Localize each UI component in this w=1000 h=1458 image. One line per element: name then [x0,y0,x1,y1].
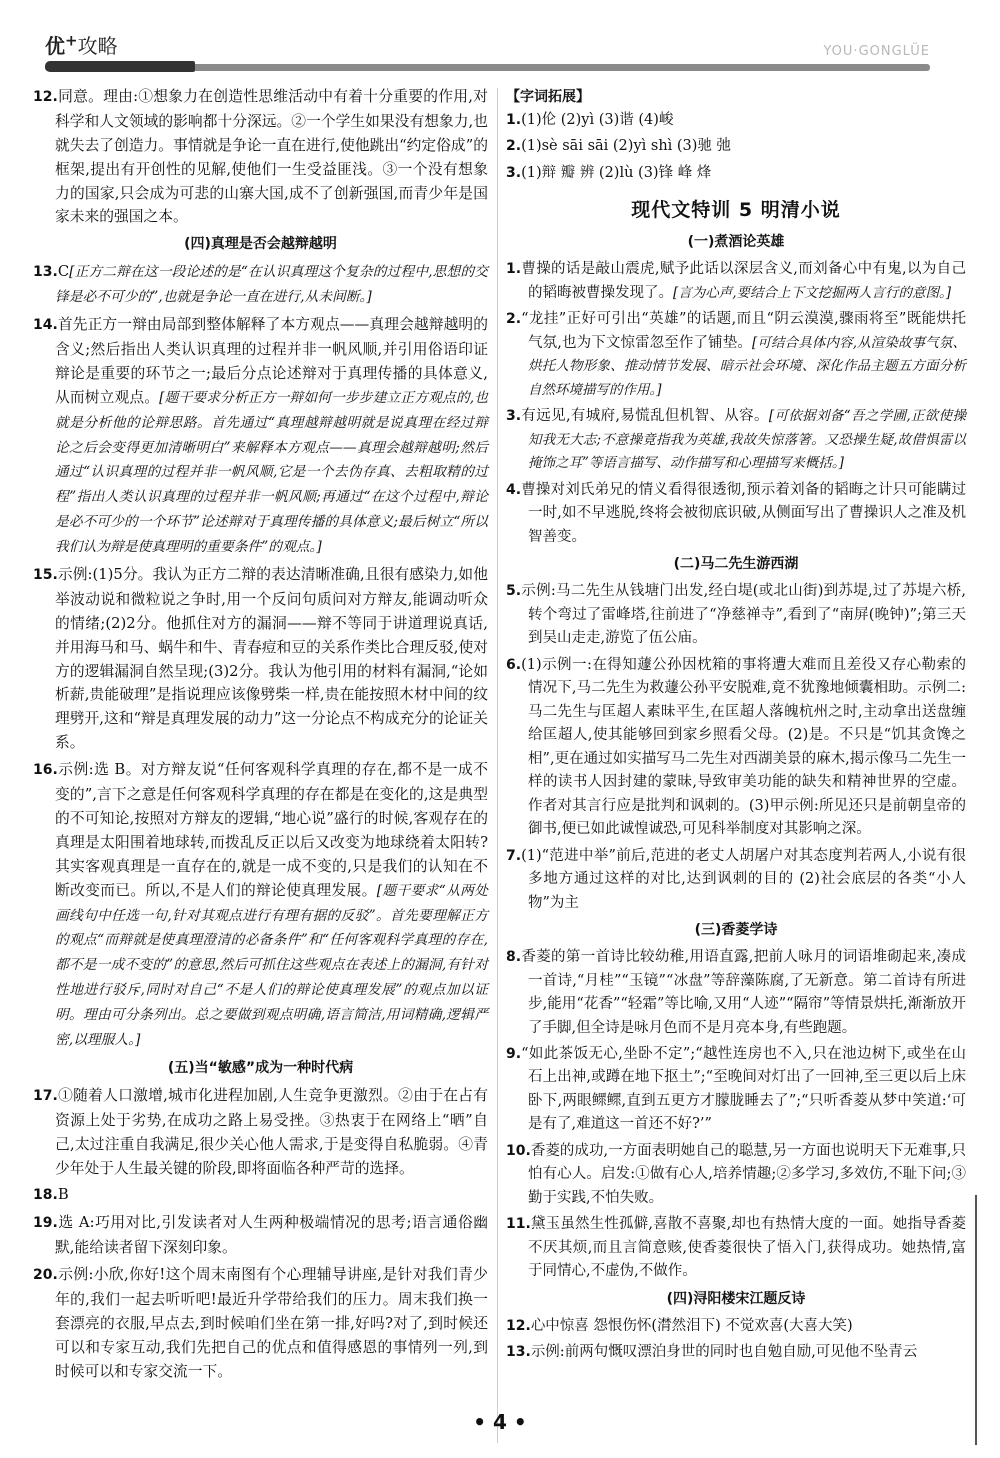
section-heading: (四)真理是否会越辩越明 [184,236,337,253]
answer-r6 [506,654,966,842]
answer-number: 8. [506,949,522,966]
section-heading: (五)当“敏感”成为一种时代病 [167,1059,354,1076]
binding-edge [975,1195,977,1445]
answer-text: “龙挂”正好可引出“英雄”的话题,而且“阴云漠漠,骤雨将至”既能烘托气氛,也为下文惊雷忽至作了铺垫。 [521,311,966,351]
answer-r4 [506,479,966,549]
answer-number: 17. [33,1087,58,1104]
brand-pinyin: YOU·GONGLÜE [823,44,930,59]
brand-logo [45,30,118,59]
answer-text: 示例:马二先生从钱塘门出发,经白堤(或北山街)到苏堤,过了苏堤六桥,转个弯过了雷峰塔,往前进了“净慈禅寺”,看到了“南屏(晚钟)”;第三天到吴山走走,游览了伍公庙。 [521,583,966,647]
answer-number: 20. [33,1267,58,1284]
answer-text: “如此茶饭无心,坐卧不定”;“越性连房也不入,只在池边树下,或坐在山石上出神,或蹲在地下抠土”;“至晚间对灯出了一回神,至三更以后上床卧下,两眼鳏鳏,直到五更方才朦胧睡去了”;“只听香菱从梦中笑道:‘可是有了,难道这一首还不好?’” [521,1045,966,1133]
answer-19 [33,1211,488,1260]
answer-text: ①随着人口激增,城市化进程加剧,人生竞争更激烈。②由于在占有资源上处于劣势,在成功之路上易受挫。③热衷于在网络上“晒”自己,太过注重自我满足,很少关心他人需求,于是变得自私脆弱。④青少年处于人生最关键的阶段,即将面临各种严苛的选择。 [55,1086,488,1177]
section-heading: (三)香菱学诗 [694,922,778,939]
brand-sub: 攻略 [77,34,118,58]
page-header [0,0,1000,80]
answer-note: [可结合具体内容,从渲染故事气氛、烘托人物形象、推动情节发展、暗示社会环境、深化作品主题五方面分析自然环境描写的作用。] [528,334,967,398]
answer-note: [题干要求“从两处画线句中任选一句,针对其观点进行有理有据的反驳”。首先要理解正方的观点“而辩就是使真理澄清的必备条件”和“任何客观科学真理的存在,都不是一成不变的”的意思,然后可抓住这些观点在表述上的漏洞,有针对性地进行驳斥,同时对自己“不是人们的辩论使真理发展”的观点加以证明。理由可分条列出。总之要做到观点明确,语言简洁,用词精确,逻辑严密,以理服人。] [55,882,488,1048]
answer-number: 1. [506,112,522,128]
answer-note: [正方二辩在这一段论述的是“在认识真理这个复杂的过程中,思想的交锋是必不可少的”,也就是争论一直在进行,从未间断。] [55,264,488,306]
answer-r12 [506,1315,966,1338]
answer-text: 曹操的话是敲山震虎,赋予此话以深层含义,而刘备心中有鬼,以为自己的韬晦被曹操发现了。 [521,261,966,301]
answer-text: 黛玉虽然生性孤僻,喜散不喜聚,却也有热情大度的一面。她指导香菱不厌其烦,而且言简意赅,使香菱很快了悟入门,获得成功。她热情,富于同情心,不虚伪,不做作。 [528,1216,966,1280]
answer-text: C [57,263,70,281]
ext-answer-2 [506,135,966,158]
answer-number: 7. [506,847,522,864]
answer-text: 心中惊喜 怨恨伤怀(潸然泪下) 不觉欢喜(大喜大笑) [530,1317,853,1334]
answer-text: B [57,1186,69,1204]
answer-12 [33,85,488,229]
answer-17 [33,1084,488,1181]
answer-number: 18. [33,1187,58,1204]
answer-number: 2. [506,311,522,328]
brand-plus: + [65,31,78,50]
answer-r5 [506,580,966,650]
answer-text: 有远见,有城府,易慌乱但机智、从容。 [521,408,769,425]
answer-number: 3. [506,408,522,425]
answer-number: 19. [33,1215,58,1232]
answer-text: 示例:选 B。对方辩友说“任何客观科学真理的存在,都不是一成不变的”,言下之意是任何客观科学真理的存在都是在变化的,这是典型的不可知论,按照对方辩友的逻辑,“地心说”盛行的时候,客观存在的真理是太阳围着地球转,而拨乱反正以后又改变为地球绕着太阳转?其实客观真理是一直存在的,就是一成不变的,只是我们的认知在不断改变而已。所以,不是人们的辩论使真理发展。 [55,761,488,899]
ext-answer-3 [506,162,966,185]
answer-text: 示例:前两句慨叹漂泊身世的同时也自勉自励,可见他不坠青云 [530,1344,918,1361]
answer-r7 [506,845,966,915]
answer-note: [题干要求分析正方一辩如何一步步建立正方观点的,也就是分析他的论辩思路。首先通过“真理越辩越明就是说真理在经过辩论之后会变得更加清晰明白”来解释本方观点——真理会越辩越明;然后通过“认识真理的过程并非一帆风顺,它是一个去伪存真、去粗取精的过程”指出人类认识真理的过程并非一帆风顺;再通过“在这个过程中,辩论是必不可少的一个环节”论述辩对于真理传播的具体意义;最后树立“所以我们认为辩是使真理明的重要条件”的观点。] [55,389,488,556]
answer-text: (1)辩 瓣 辨 (2)lù (3)锋 峰 烽 [521,164,712,181]
answer-number: 2. [506,138,522,155]
answer-text: 选 A:巧用对比,引发读者对人生两种极端情况的思考;语言通俗幽默,能给读者留下深刻印象。 [55,1214,488,1257]
answer-text: 示例:小欣,你好!这个周末南图有个心理辅导讲座,是针对我们青少年的,我们一起去听听吧!最近升学带给我们的压力。周末我们换一套漂亮的衣服,早点去,到时候咱们坐在第一排,好吗?对了,到时候还可以和专家互动,我们先把自己的优点和值得感恩的事情列一列,到时候可以和专家交流一下。 [55,1266,488,1380]
answer-number: 13. [506,1344,531,1361]
section-heading: (一)煮酒论英雄 [687,234,785,251]
column-divider [497,88,498,1443]
answer-text: (1)“范进中举”前后,范进的老丈人胡屠户对其态度判若两人,小说有很多地方通过这样的对比,达到讽刺的目的 (2)社会底层的各类“小人物”为主 [521,847,966,911]
answer-r2 [506,308,966,402]
answer-number: 11. [506,1216,531,1233]
answer-r13 [506,1341,966,1364]
answer-r11 [506,1213,966,1283]
answer-14 [33,313,488,560]
answer-note: [可依据刘备“吾之学圃,正欲使操知我无大志;不意操竟指我为英雄,我故失惊落箸。又恐操生疑,故借惧雷以掩饰之耳”等语言描写、动作描写和心理描写来概括。] [528,408,967,472]
answer-text: 示例:(1)5分。我认为正方二辩的表达清晰准确,且很有感染力,如他举波动说和微粒说之争时,用一个反问句质问对方辩友,能调动听众的情绪;(2)2分。他抓住对方的漏洞——辩不等同于讲道理说真话,并用海马和马、蜗牛和牛、青春痘和豆的关系作类比合理反驳,使对方的逻辑漏洞自然呈现;(3)2分。我认为他引用的材料有漏洞,“论如析薪,贵能破理”是指说理应该像劈柴一样,贵在能按照木材中间的纹理劈开,这和“辩是真理发展的动力”这一分论点不构成充分的论证关系。 [55,566,488,752]
answer-number: 4. [506,481,522,498]
header-bar-accent [45,61,195,72]
answer-text: (1)sè sāi sāi (2)yì shì (3)驰 弛 [521,138,732,155]
answer-text: 香菱的第一首诗比较幼稚,用语直露,把前人咏月的词语堆砌起来,凑成一首诗,“月桂”“玉镜”“冰盘”等辞藻陈腐,了无新意。第二首诗有所进步,能用“花香”“轻霜”等比喻,又用“人迹”“隔帘”等情景烘托,渐渐放开了手脚,但全诗是咏月色而不是月亮本身,有些跑题。 [521,949,966,1036]
answer-number: 10. [506,1142,531,1159]
extension-tag: 【字词拓展】 [506,89,590,105]
answer-number: 1. [506,261,522,278]
answer-number: 15. [33,567,58,584]
answer-r8 [506,946,966,1040]
answer-text: 香菱的成功,一方面表明她自己的聪慧,另一方面也说明天下无难事,只怕有心人。启发:①做有心人,培养情趣;②多学习,多效仿,不耻下问;③勤于实践,不怕失败。 [528,1142,966,1206]
answer-r3 [506,405,966,475]
answer-r10 [506,1140,966,1210]
answer-text: (1)示例一:在得知蘧公孙因枕箱的事将遭大难而且差役又存心勒索的情况下,马二先生为救蘧公孙平安脱难,竟不犹豫地倾囊相助。示例二:马二先生与匡超人素昧平生,在匡超人落魄杭州之时,主动拿出送盘缠给匡超人,使其能够回到家乡照看父母。(2)是。不只是“饥其贪馋之相”,更在通过如实描写马二先生对西湖美景的麻木,揭示像马二先生一样的读书人因封建的蒙昧,导致审美功能的缺失和精神世界的空虚。作者对其言行应是批判和讽刺的。(3)甲示例:所见还只是前朝皇帝的御书,便已如此诚惶诚恐,可见科举制度对其影响之深。 [521,656,966,838]
answer-text: 曹操对刘氏弟兄的情义看得很透彻,预示着刘备的韬晦之计只可能瞒过一时,如不早逃脱,终将会被彻底识破,从侧面写出了曹操识人之准及机智善变。 [521,481,966,545]
answer-number: 12. [33,89,58,105]
section-heading: (四)浔阳楼宋江题反诗 [666,1290,806,1307]
answer-16 [33,758,488,1053]
section-heading: (二)马二先生游西湖 [673,556,799,573]
answer-number: 16. [33,762,58,779]
unit-title: 现代文特训 5 明清小说 [631,199,841,222]
answer-number: 3. [506,164,522,181]
answer-18 [33,1183,488,1208]
answer-number: 13. [33,264,58,281]
right-column [506,85,966,1368]
answer-number: 5. [506,583,522,600]
answer-r9 [506,1043,966,1137]
left-column [33,85,488,1387]
answer-number: 9. [506,1045,522,1062]
answer-number: 14. [33,317,58,334]
answer-number: 6. [506,656,522,673]
answer-text: 首先正方一辩由局部到整体解释了本方观点——真理会越辩越明的含义;然后指出人类认识真理的过程并非一帆风顺,并引用俗语印证辩论是重要的环节之一;最后分点论述辩对于真理传播的具体意义,从而树立观点。 [55,316,488,406]
answer-text: (1)伦 (2)yì (3)谐 (4)峻 [521,112,674,128]
brand-main: 优 [45,34,65,58]
answer-13 [33,260,488,310]
page-number: • 4 • [473,1410,527,1434]
answer-20 [33,1263,488,1383]
ext-answer-1 [506,109,966,132]
answer-number: 12. [506,1317,531,1334]
answer-note: [言为心声,要结合上下文挖掘两人言行的意图。] [673,284,952,301]
answer-text: 同意。理由:①想象力在创造性思维活动中有着十分重要的作用,对科学和人文领域的影响都十分深远。②一个学生如果没有想象力,也就失去了创造力。事情就是争论一直在进行,使他跳出“约定俗成”的框架,提出有开创性的见解,使他们一生受益匪浅。③一个没有想象力的国家,只会成为可悲的山寨大国,成不了创新强国,而青少年是国家未来的强国之本。 [55,88,488,226]
answer-r1 [506,258,966,305]
answer-15 [33,563,488,755]
